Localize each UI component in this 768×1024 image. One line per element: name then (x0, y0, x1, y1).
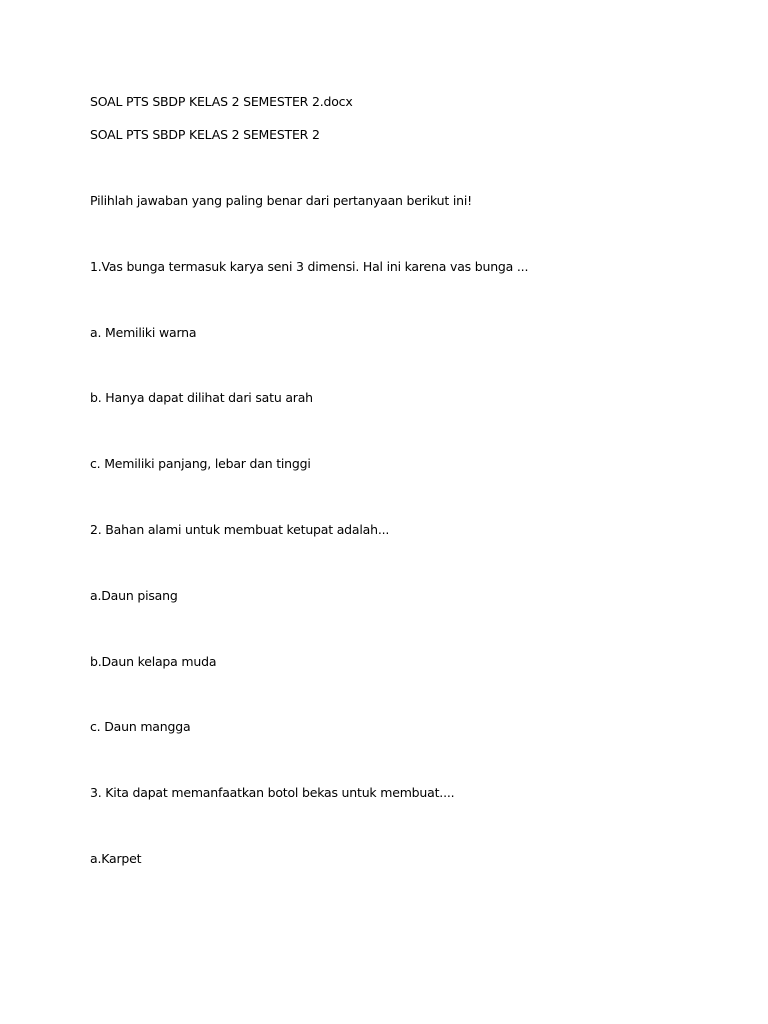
question-3: 3. Kita dapat memanfaatkan botol bekas untuk membuat.... (90, 785, 455, 800)
question-2-option-b: b.Daun kelapa muda (90, 654, 217, 669)
question-1: 1.Vas bunga termasuk karya seni 3 dimensi. Hal ini karena vas bunga ... (90, 259, 529, 274)
question-1-option-b: b. Hanya dapat dilihat dari satu arah (90, 390, 313, 405)
document-filename: SOAL PTS SBDP KELAS 2 SEMESTER 2.docx (90, 94, 353, 109)
question-2: 2. Bahan alami untuk membuat ketupat adalah... (90, 522, 390, 537)
document-title: SOAL PTS SBDP KELAS 2 SEMESTER 2 (90, 127, 320, 142)
question-2-option-a: a.Daun pisang (90, 588, 178, 603)
question-3-option-a: a.Karpet (90, 851, 142, 866)
question-1-option-c: c. Memiliki panjang, lebar dan tinggi (90, 456, 311, 471)
question-2-option-c: c. Daun mangga (90, 719, 191, 734)
question-1-option-a: a. Memiliki warna (90, 325, 197, 340)
instruction-text: Pilihlah jawaban yang paling benar dari pertanyaan berikut ini! (90, 193, 472, 208)
